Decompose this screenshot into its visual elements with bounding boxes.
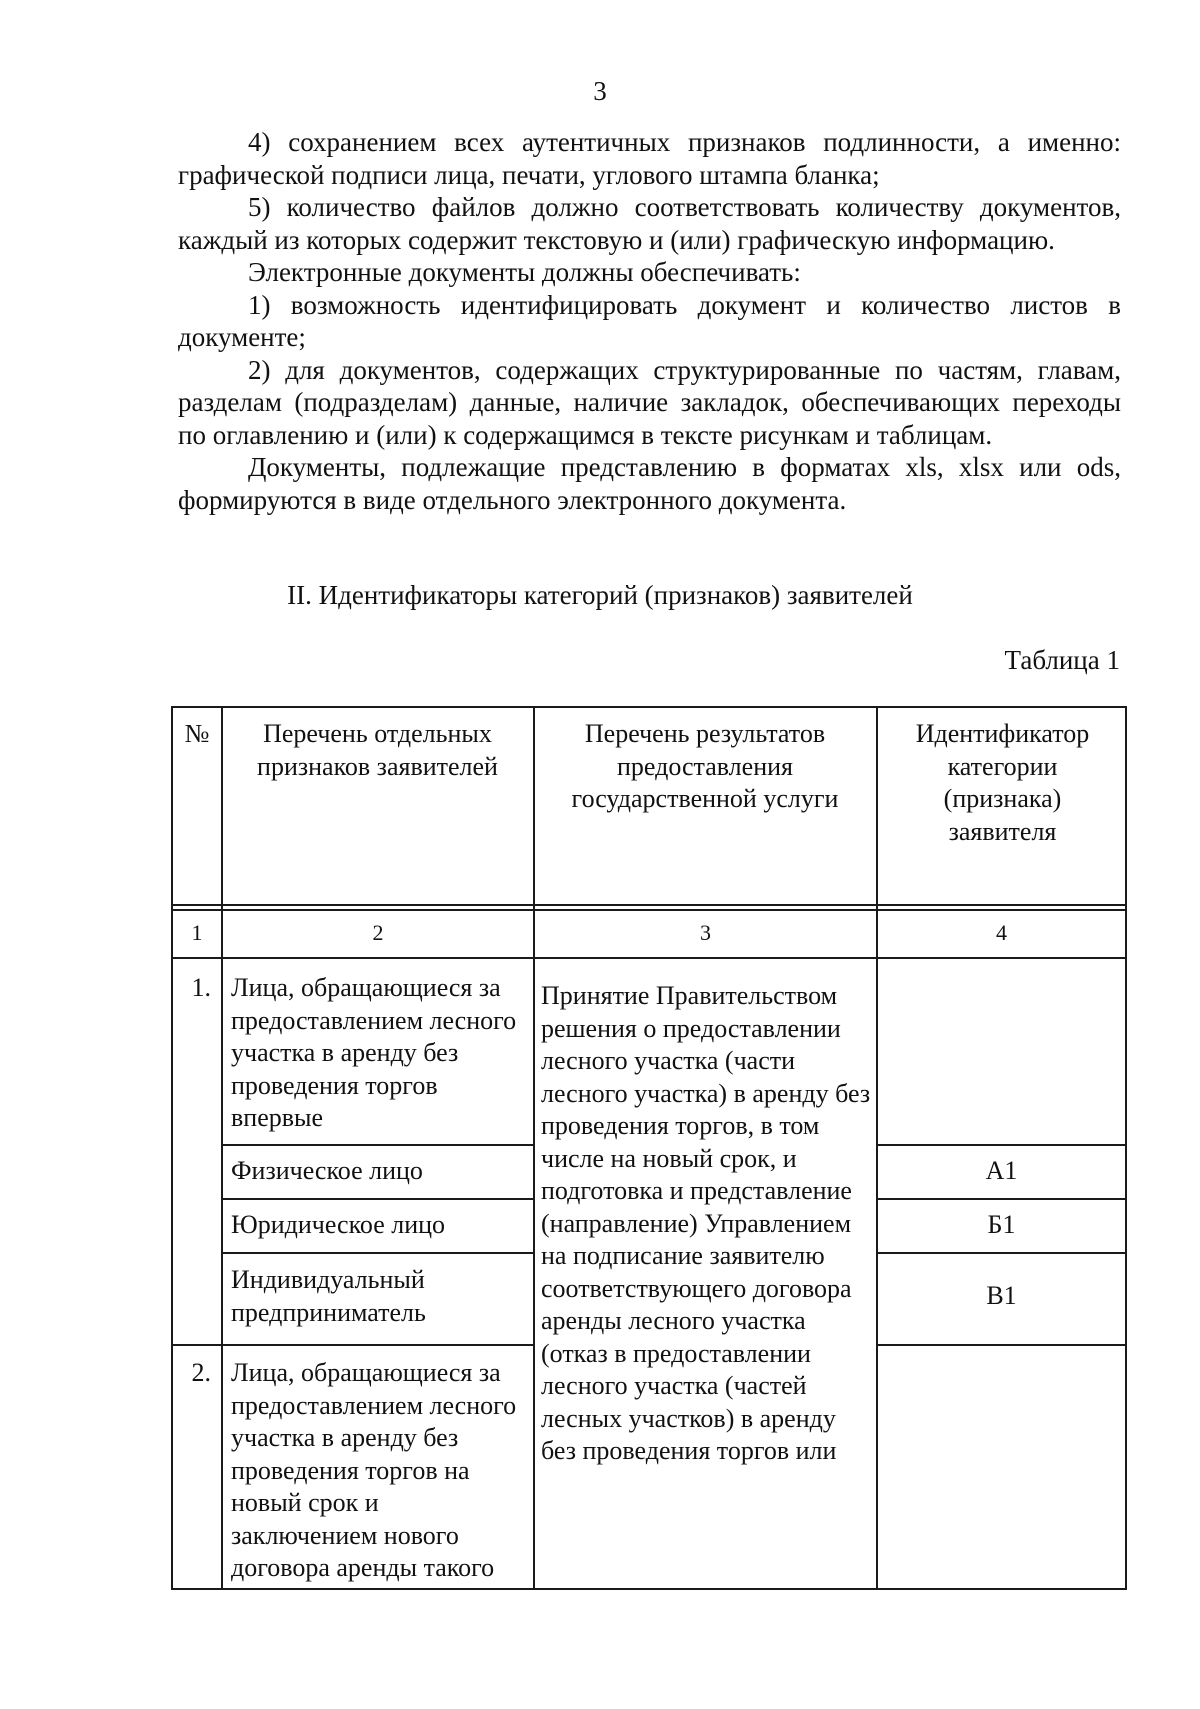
row1-id-divider [877,1144,1127,1146]
row2-id-divider [877,1198,1127,1200]
row4-id-divider [877,1344,1127,1346]
body-text [178,126,1121,516]
paragraph-2: 2) для документов, содержащих структурированные по частям, главам, разделам (подразделам) данные, наличие закладок, обеспечивающих переходы по оглавлению и (или) к содержащимся в тексте рисункам и таблицам. [178,354,1121,450]
paragraph-1: 1) возможность идентифицировать документ и количество листов в документе; [178,289,1121,352]
table-header-divider-2 [171,909,1127,911]
col1-divider [221,706,223,1590]
header-applicant-signs: Перечень отдельных признаков заявителей [257,719,498,781]
row3-divider [221,1252,534,1254]
header-service-results: Перечень результатов предоставления государственной услуги [571,719,839,813]
column-index-2: 2 [372,920,384,945]
paragraph-electronic-docs: Электронные документы должны обеспечивать: [248,257,801,287]
applicant-sign: Лица, обращающиеся за предоставлением лесного участка в аренду без проведения торгов впервые [231,973,517,1132]
applicant-sign-entrepreneur: Индивидуальный предприниматель [231,1265,426,1327]
column-index-3: 3 [700,920,711,945]
page-number: 3 [593,76,607,106]
paragraph-4: 4) сохранением всех аутентичных признаков подлинности, а именно: графической подписи лица, печати, углового штампа бланка; [178,127,1121,190]
row4-divider [171,1344,534,1346]
table-border-bottom [171,1588,1127,1590]
col2-divider [533,706,535,1590]
category-id-a1: А1 [985,1156,1018,1185]
applicant-sign-renewal: Лица, обращающиеся за предоставлением лесного участка в аренду без проведения торгов на новый срок и заключением нового договора аренды такого [231,1358,517,1582]
applicant-sign-legal-entity: Юридическое лицо [231,1210,446,1239]
paragraph-5: 5) количество файлов должно соответствовать количеству документов, каждый из которых содержит текстовую и (или) графическую информацию. [178,192,1121,255]
row1-divider [221,1144,534,1146]
section-title: II. Идентификаторы категорий (признаков) заявителей [287,580,913,610]
table-header-divider [171,904,1127,906]
table-border-right [1125,706,1127,1590]
column-index-1: 1 [191,920,203,945]
header-category-id: Идентификатор категории (признака) заявителя [915,719,1090,846]
col3-divider [876,706,878,1590]
category-id-b1: Б1 [987,1210,1016,1239]
column-index-4: 4 [996,920,1007,945]
row-number: 1. [191,973,211,1002]
service-result-text: Принятие Правительством решения о предоставлении лесного участка (части лесного участка) в аренду без проведения торгов, в том числе на новый срок, и подготовка и представление (направление) Управлением на подписание заявителю соответствующего договора аренды лесного участка (отказ в предоставлении лесного участка (частей лесных участков) в аренду без проведения торгов или [541,981,871,1465]
applicant-sign-individual: Физическое лицо [231,1156,423,1185]
header-number: № [184,719,210,748]
paragraph-formats: Документы, подлежащие представлению в форматах xls, xlsx или ods, формируются в виде отдельного электронного документа. [178,452,1121,515]
table-border-left [171,706,173,1590]
row-number-2: 2. [191,1358,211,1387]
table-index-divider [171,957,1127,959]
row2-divider [221,1198,534,1200]
row3-id-divider [877,1252,1127,1254]
table-caption: Таблица 1 [1004,645,1120,675]
category-id-v1: В1 [986,1281,1017,1310]
table-border-top [171,706,1127,708]
